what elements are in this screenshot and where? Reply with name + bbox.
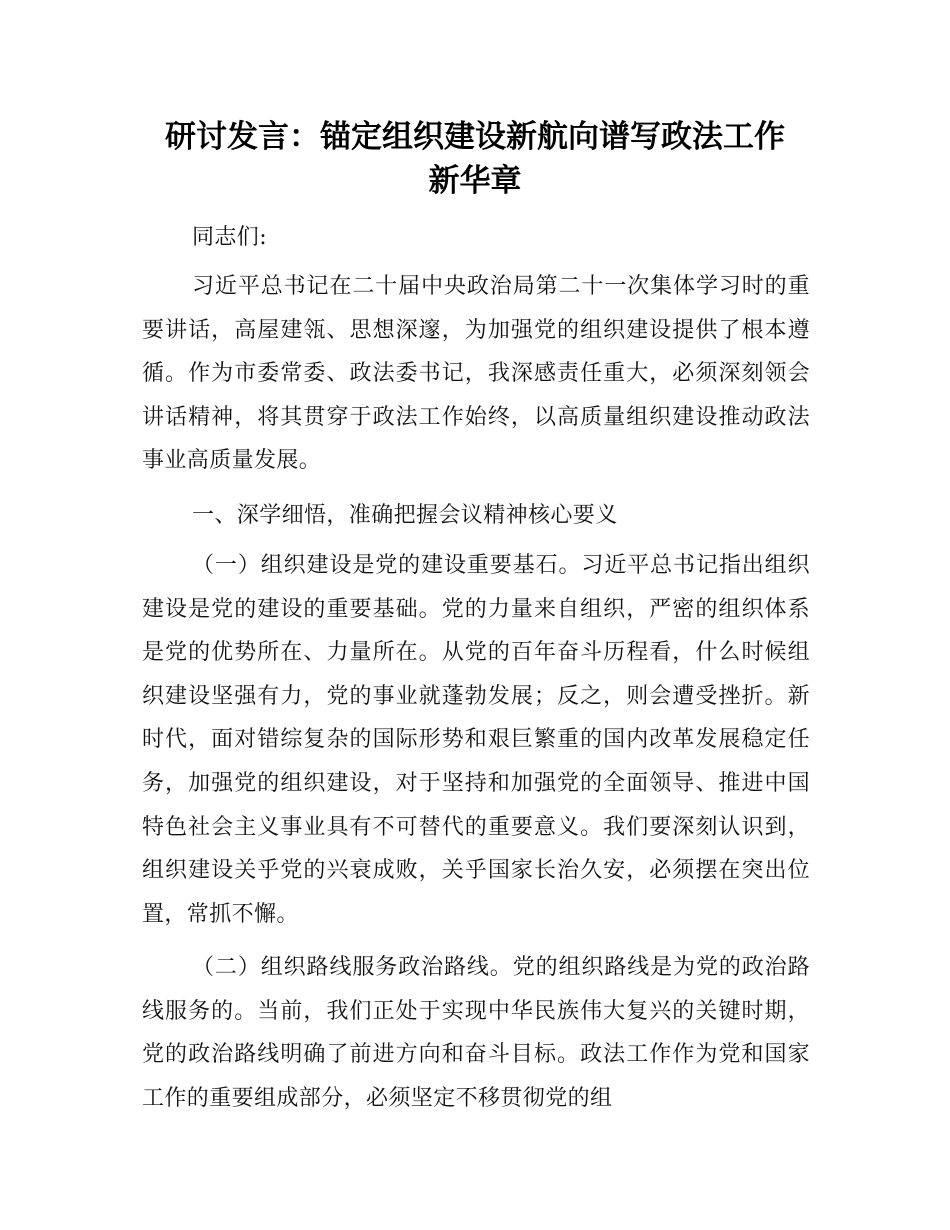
document-title-line-2: 新华章 (428, 163, 522, 199)
greeting-paragraph: 同志们: (192, 225, 268, 250)
intro-paragraph: 习近平总书记在二十届中央政治局第二十一次集体学习时的重要讲话，高屋建瓴、思想深邃，为加强党的组织建设提供了根本遵循。作为市委常委、政法委书记，我深感责任重大，必须深刻领会讲话精神，将其贯穿于政法工作始终，以高质量组织建设推动政法事业高质量发展。 (142, 274, 810, 474)
section-heading-1: 一、深学细悟，准确把握会议精神核心要义 (192, 503, 618, 528)
document-title-line-1: 研讨发言：锚定组织建设新航向谱写政法工作 (165, 119, 785, 155)
section-2-paragraph: （二）组织路线服务政治路线。党的组织路线是为党的政治路线服务的。当前，我们正处于实现中华民族伟大复兴的关键时期，党的政治路线明确了前进方向和奋斗目标。政法工作作为党和国家工作的重要组成部分，必须坚定不移贯彻党的组 (142, 955, 810, 1111)
section-1-paragraph: （一）组织建设是党的建设重要基石。习近平总书记指出组织建设是党的建设的重要基础。党的力量来自组织，严密的组织体系是党的优势所在、力量所在。从党的百年奋斗历程看，什么时候组织建设坚强有力，党的事业就蓬勃发展；反之，则会遭受挫折。新时代，面对错综复杂的国际形势和艰巨繁重的国内改革发展稳定任务，加强党的组织建设，对于坚持和加强党的全面领导、推进中国特色社会主义事业具有不可替代的重要意义。我们要深刻认识到，组织建设关乎党的兴衰成败，关乎国家长治久安，必须摆在突出位置，常抓不懈。 (142, 553, 810, 927)
